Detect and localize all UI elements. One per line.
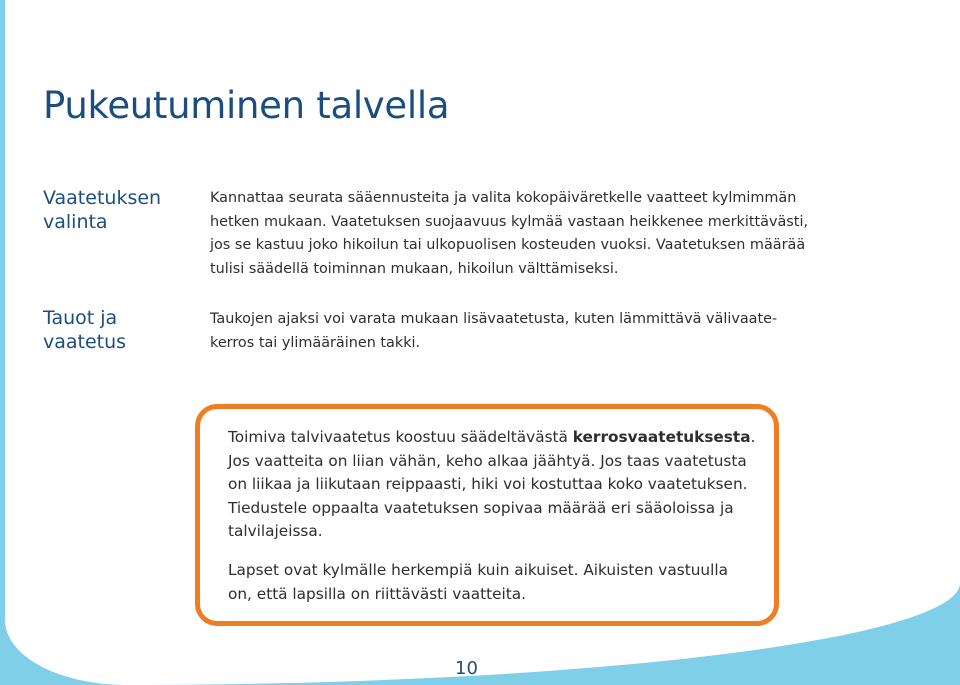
section-heading-line: Tauot ja [43,307,118,329]
info-paragraph-layering [228,426,788,544]
text-line: Lapset ovat kylmälle herkempiä kuin aikuiset. Aikuisten vastuulla [228,561,728,579]
text-fragment: . [750,428,756,446]
text-line: tulisi säädellä toiminnan mukaan, hikoilun välttämiseksi. [210,260,619,277]
page-title: Pukeutuminen talvella [43,84,450,127]
info-paragraph-children [228,559,788,606]
section-text-breaks [210,308,850,355]
section-heading-line: Vaatetuksen [43,187,162,209]
text-fragment: Toimiva talvivaatetus koostuu säädeltävästä [228,428,573,446]
info-box [195,404,779,626]
page-number: 10 [455,658,478,679]
text-line: talvilajeissa. [228,522,323,540]
section-heading-line: vaatetus [43,331,127,353]
section-heading-clothing-choice [43,186,193,234]
section-heading-line: valinta [43,211,108,233]
text-line: kerros tai ylimääräinen takki. [210,334,421,351]
section-text-clothing-choice [210,187,850,281]
text-line: Jos vaatteita on liian vähän, keho alkaa jäähtyä. Jos taas vaatetusta [228,451,747,470]
text-line: on, että lapsilla on riittävästi vaatteita. [228,584,526,603]
text-line: on liikaa ja liikutaan reippaasti, hiki voi kostuttaa koko vaatetuksen. [228,475,748,493]
section-heading-breaks [43,306,193,354]
text-line: Taukojen ajaksi voi varata mukaan lisävaatetusta, kuten lämmittävä välivaate- [210,311,778,327]
text-line: hetken mukaan. Vaatetuksen suojaavuus kylmää vastaan heikkenee merkittävästi, [210,213,809,230]
emphasis-term: kerrosvaatetuksesta [572,428,751,446]
text-line: jos se kastuu joko hikoilun tai ulkopuolisen kosteuden vuoksi. Vaatetuksen määrää [210,237,806,253]
text-line: Kannattaa seurata sääennusteita ja valita kokopäiväretkelle vaatteet kylmimmän [210,190,797,206]
text-line: Tiedustele oppaalta vaatetuksen sopivaa määrää eri sääoloissa ja [228,498,734,517]
